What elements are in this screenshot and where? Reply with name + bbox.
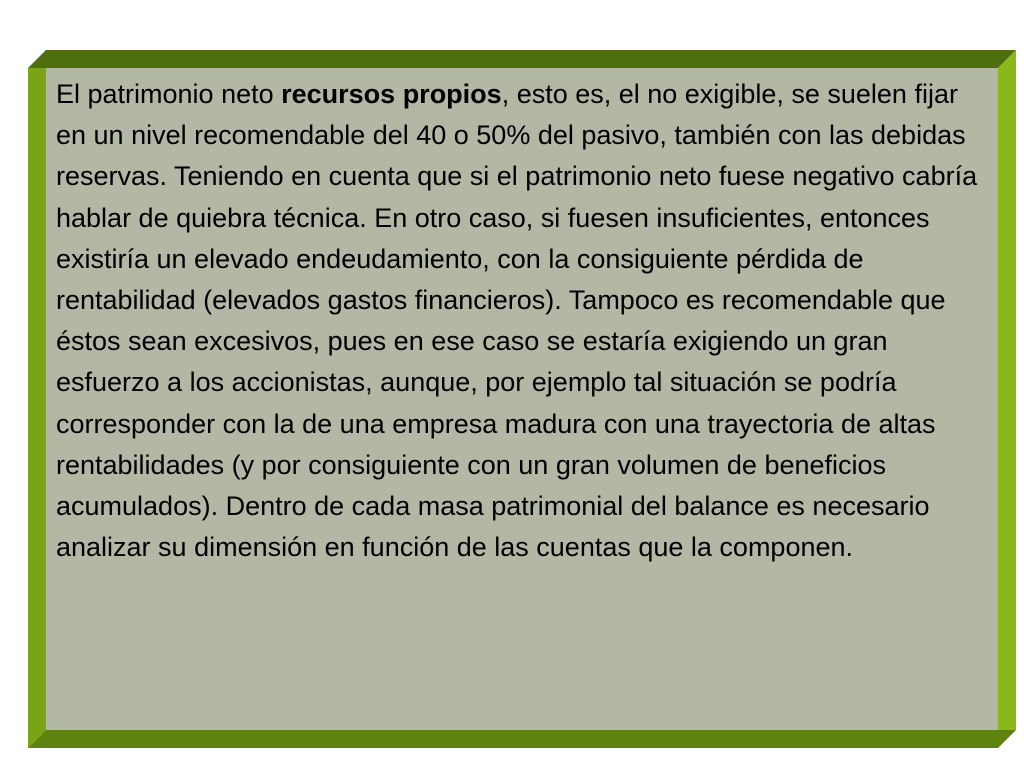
bevel-bottom <box>28 730 1016 748</box>
bevel-left <box>28 68 46 748</box>
bevel-right <box>998 50 1016 730</box>
body-paragraph <box>56 74 986 568</box>
bevel-top <box>28 50 1016 68</box>
bold-term: recursos propios <box>281 79 502 109</box>
paragraph-text-rest: , esto es, el no exigible, se suelen fijar en un nivel recomendable del 40 o 50% del pasivo, también con las debidas reservas. Teniendo en cuenta que si el patrimonio neto fuese negativo cabría hablar de quiebra técnica. En otro caso, si fuesen insuficientes, entonces existiría un elevado endeudamiento, con la consiguiente pérdida de rentabilidad (elevados gastos financieros). Tampoco es recomendable que éstos sean excesivos, pues en ese caso se estaría exigiendo un gran esfuerzo a los accionistas, aunque, por ejemplo tal situación se podría corresponder con la de una empresa madura con una trayectoria de altas rentabilidades (y por consiguiente con un gran volumen de beneficios acumulados). Dentro de cada masa patrimonial del balance es necesario analizar su dimensión en función de las cuentas que la componen. <box>56 79 978 563</box>
paragraph-text-start: El patrimonio neto <box>56 79 282 109</box>
